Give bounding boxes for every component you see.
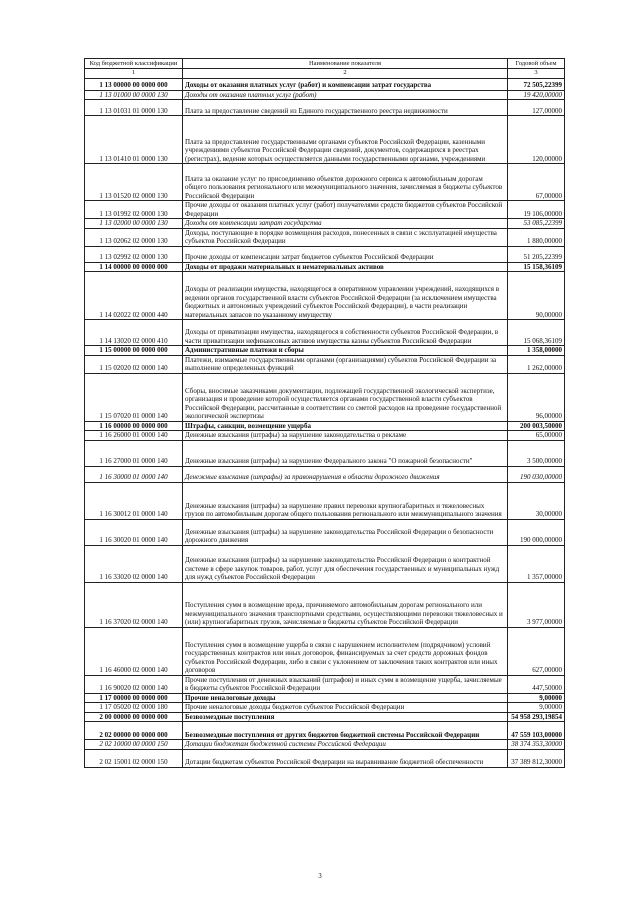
code-cell: 1 13 02062 02 0000 130 (85, 228, 183, 246)
code-cell: 1 14 13020 02 0000 410 (85, 320, 183, 346)
amount-cell: 1 357,00000 (508, 545, 565, 582)
code-cell: 1 15 00000 00 0000 000 (85, 346, 183, 356)
amount-cell: 96,00000 (508, 373, 565, 421)
code-cell: 1 13 02992 02 0000 130 (85, 246, 183, 262)
name-cell: Денежные взыскания (штрафы) за нарушение правил перевозки крупногабаритных и тяжеловесных грузов по автомобильным дорогам общего пользования регионального или межмуниципального значения (183, 482, 508, 519)
code-cell: 1 14 02022 02 0000 440 (85, 272, 183, 320)
code-cell: 1 13 01410 01 0000 130 (85, 116, 183, 164)
code-cell: 1 16 30020 01 0000 140 (85, 519, 183, 545)
code-cell: 1 16 00000 00 0000 000 (85, 421, 183, 431)
table-row (85, 100, 565, 116)
amount-cell: 72 505,22399 (508, 78, 565, 90)
amount-cell: 37 389 812,30000 (508, 749, 565, 767)
amount-cell: 1 262,00000 (508, 355, 565, 373)
page-number: 3 (318, 872, 322, 880)
table-row (85, 116, 565, 164)
name-cell: Доходы от компенсации затрат государства (183, 219, 508, 229)
name-cell: Плата за предоставление сведений из Единого государственного реестра недвижимости (183, 100, 508, 116)
budget-table-page (84, 58, 564, 768)
table-row (85, 421, 565, 431)
table-row (85, 627, 565, 675)
name-cell: Денежные взыскания (штрафы) за нарушение законодательства Российской Федерации о контрактной системе в сфере закупок товаров, работ, услуг для обеспечения государственных и муниципальных нужд для нужд субъектов Российской Федерации (183, 545, 508, 582)
table-row (85, 722, 565, 740)
table-header-row (85, 59, 565, 69)
table-row (85, 582, 565, 627)
code-cell: 1 13 00000 00 0000 000 (85, 78, 183, 90)
table-row (85, 320, 565, 346)
amount-cell: 190 030,00000 (508, 466, 565, 482)
name-cell: Поступления сумм в возмещение вреда, причиняемого автомобильным дорогам регионального или межмуниципального значения транспортными средствами, осуществляющими перевозки тяжеловесных и (или) крупногабаритных грузов, зачисляемые в бюджеты субъектов Российской Федерации (183, 582, 508, 627)
column-number-row (85, 69, 565, 79)
name-cell: Прочие неналоговые доходы бюджетов субъектов Российской Федерации (183, 703, 508, 713)
amount-cell: 447,50000 (508, 675, 565, 693)
table-row (85, 440, 565, 466)
table-row (85, 466, 565, 482)
amount-cell: 3 500,00000 (508, 440, 565, 466)
name-cell: Прочие неналоговые доходы (183, 693, 508, 703)
name-cell: Штрафы, санкции, возмещение ущерба (183, 421, 508, 431)
table-row (85, 675, 565, 693)
code-cell: 2 02 10000 00 0000 150 (85, 740, 183, 750)
code-cell: 1 16 90020 02 0000 140 (85, 675, 183, 693)
column-number-2: 2 (183, 69, 508, 79)
name-cell: Денежные взыскания (штрафы) за нарушение Федерального закона "О пожарной безопасности" (183, 440, 508, 466)
code-cell: 1 14 00000 00 0000 000 (85, 262, 183, 272)
name-cell: Денежные взыскания (штрафы) за нарушение законодательства Российской Федерации о безопасности дорожного движения (183, 519, 508, 545)
table-row (85, 201, 565, 219)
name-cell: Денежные взыскания (штрафы) за нарушение законодательства о рекламе (183, 431, 508, 441)
code-cell: 1 16 37020 02 0000 140 (85, 582, 183, 627)
amount-cell: 3 977,00000 (508, 582, 565, 627)
amount-cell: 9,00000 (508, 703, 565, 713)
name-cell: Безвозмездные поступления от других бюджетов бюджетной системы Российской Федерации (183, 722, 508, 740)
code-cell: 1 17 05020 02 0000 180 (85, 703, 183, 713)
code-cell: 1 16 30000 01 0000 140 (85, 466, 183, 482)
amount-cell: 120,00000 (508, 116, 565, 164)
amount-cell: 200 003,50000 (508, 421, 565, 431)
amount-cell: 1 880,00000 (508, 228, 565, 246)
header-name: Наименование показателя (183, 59, 508, 69)
code-cell: 2 00 00000 00 0000 000 (85, 712, 183, 722)
table-row (85, 90, 565, 100)
amount-cell: 627,00000 (508, 627, 565, 675)
name-cell: Доходы от оказания платных услуг (работ) (183, 90, 508, 100)
code-cell: 1 16 33020 02 0000 140 (85, 545, 183, 582)
name-cell: Административные платежи и сборы (183, 346, 508, 356)
code-cell: 1 16 27000 01 0000 140 (85, 440, 183, 466)
code-cell: 1 13 02000 00 0000 130 (85, 219, 183, 229)
code-cell: 1 16 26000 01 0000 140 (85, 431, 183, 441)
name-cell: Доходы от оказания платных услуг (работ) и компенсации затрат государства (183, 78, 508, 90)
column-number-1: 1 (85, 69, 183, 79)
code-cell: 1 16 30012 01 0000 140 (85, 482, 183, 519)
table-row (85, 519, 565, 545)
amount-cell: 19 106,00000 (508, 201, 565, 219)
amount-cell: 51 205,22399 (508, 246, 565, 262)
code-cell: 1 15 02020 02 0000 140 (85, 355, 183, 373)
code-cell: 1 13 01992 02 0000 130 (85, 201, 183, 219)
amount-cell: 38 374 353,30000 (508, 740, 565, 750)
table-row (85, 545, 565, 582)
amount-cell: 9,00000 (508, 693, 565, 703)
name-cell: Безвозмездные поступления (183, 712, 508, 722)
code-cell: 1 13 01031 01 0000 130 (85, 100, 183, 116)
table-row (85, 346, 565, 356)
name-cell: Доходы от приватизации имущества, находящегося в собственности субъектов Российской Федерации, в части приватизации нефинансовых активов имущества казны субъектов Российской Федерации (183, 320, 508, 346)
amount-cell: 127,00000 (508, 100, 565, 116)
amount-cell: 67,00000 (508, 164, 565, 201)
name-cell: Доходы от продажи материальных и нематериальных активов (183, 262, 508, 272)
table-row (85, 262, 565, 272)
table-row (85, 431, 565, 441)
amount-cell: 47 559 103,00000 (508, 722, 565, 740)
table-row (85, 693, 565, 703)
amount-cell: 190 000,00000 (508, 519, 565, 545)
table-row (85, 712, 565, 722)
header-code: Код бюджетной классификации (85, 59, 183, 69)
amount-cell: 30,00000 (508, 482, 565, 519)
name-cell: Сборы, вносимые заказчиками документации, подлежащей государственной экологической экспертизе, организация и проведение которой осуществляется органами государственной власти субъектов Российской Федерации, рассчитанные в соответствии со сметой расходов на проведение государственной экологической экспертизы (183, 373, 508, 421)
amount-cell: 1 358,00000 (508, 346, 565, 356)
name-cell: Платежи, взимаемые государственными органами (организациями) субъектов Российской Федерации за выполнение определенных функций (183, 355, 508, 373)
code-cell: 2 02 00000 00 0000 000 (85, 722, 183, 740)
name-cell: Плата за оказание услуг по присоединению объектов дорожного сервиса к автомобильным дорогам общего пользования регионального или межмуниципального значения, зачисляемая в бюджеты субъектов Российской Федерации (183, 164, 508, 201)
code-cell: 1 13 01520 02 0000 130 (85, 164, 183, 201)
table-row (85, 373, 565, 421)
table-body (85, 78, 565, 767)
name-cell: Дотации бюджетам субъектов Российской Федерации на выравнивание бюджетной обеспеченности (183, 749, 508, 767)
name-cell: Дотации бюджетам бюджетной системы Российской Федерации (183, 740, 508, 750)
name-cell: Поступления сумм в возмещение ущерба в связи с нарушением исполнителем (подрядчиком) условий государственных контрактов или иных договоров, финансируемых за счет средств дорожных фондов субъектов Российской Федерации, либо в связи с уклонением от заключения таких контрактов или иных договоров (183, 627, 508, 675)
name-cell: Денежные взыскания (штрафы) за правонарушения в области дорожного движения (183, 466, 508, 482)
table-row (85, 355, 565, 373)
name-cell: Плата за предоставление государственными органами субъектов Российской Федерации, казенными учреждениями субъектов Российской Федерации сведений, документов, содержащихся в реестрах (регистрах), ведение которых осуществляется данными государственными органами, учреждениями (183, 116, 508, 164)
amount-cell: 53 085,22399 (508, 219, 565, 229)
table-row (85, 219, 565, 229)
table-row (85, 164, 565, 201)
code-cell: 1 16 46000 02 0000 140 (85, 627, 183, 675)
table-row (85, 272, 565, 320)
table-row (85, 246, 565, 262)
budget-classification-table (84, 58, 565, 768)
code-cell: 1 17 00000 00 0000 000 (85, 693, 183, 703)
amount-cell: 15 068,36109 (508, 320, 565, 346)
code-cell: 1 13 01000 00 0000 130 (85, 90, 183, 100)
header-amount: Годовой объем (508, 59, 565, 69)
name-cell: Доходы, поступающие в порядке возмещения расходов, понесенных в связи с эксплуатацией имущества субъектов Российской Федерации (183, 228, 508, 246)
amount-cell: 54 958 293,19854 (508, 712, 565, 722)
amount-cell: 15 158,36109 (508, 262, 565, 272)
table-row (85, 749, 565, 767)
amount-cell: 90,00000 (508, 272, 565, 320)
table-row (85, 78, 565, 90)
table-row (85, 740, 565, 750)
table-row (85, 228, 565, 246)
amount-cell: 65,00000 (508, 431, 565, 441)
column-number-3: 3 (508, 69, 565, 79)
name-cell: Прочие доходы от компенсации затрат бюджетов субъектов Российской Федерации (183, 246, 508, 262)
amount-cell: 19 420,00000 (508, 90, 565, 100)
code-cell: 2 02 15001 02 0000 150 (85, 749, 183, 767)
name-cell: Прочие доходы от оказания платных услуг (работ) получателями средств бюджетов субъектов Российской Федерации (183, 201, 508, 219)
table-row (85, 703, 565, 713)
table-row (85, 482, 565, 519)
code-cell: 1 15 07020 01 0000 140 (85, 373, 183, 421)
name-cell: Прочие поступления от денежных взысканий (штрафов) и иных сумм в возмещение ущерба, зачисляемые в бюджеты субъектов Российской Федерации (183, 675, 508, 693)
name-cell: Доходы от реализации имущества, находящегося в оперативном управлении учреждений, находящихся в ведении органов государственной власти субъектов Российской Федерации (за исключением имущества бюджетных и автономных учреждений субъектов Российской Федерации), в части реализации материальных запасов по указанному имуществу (183, 272, 508, 320)
